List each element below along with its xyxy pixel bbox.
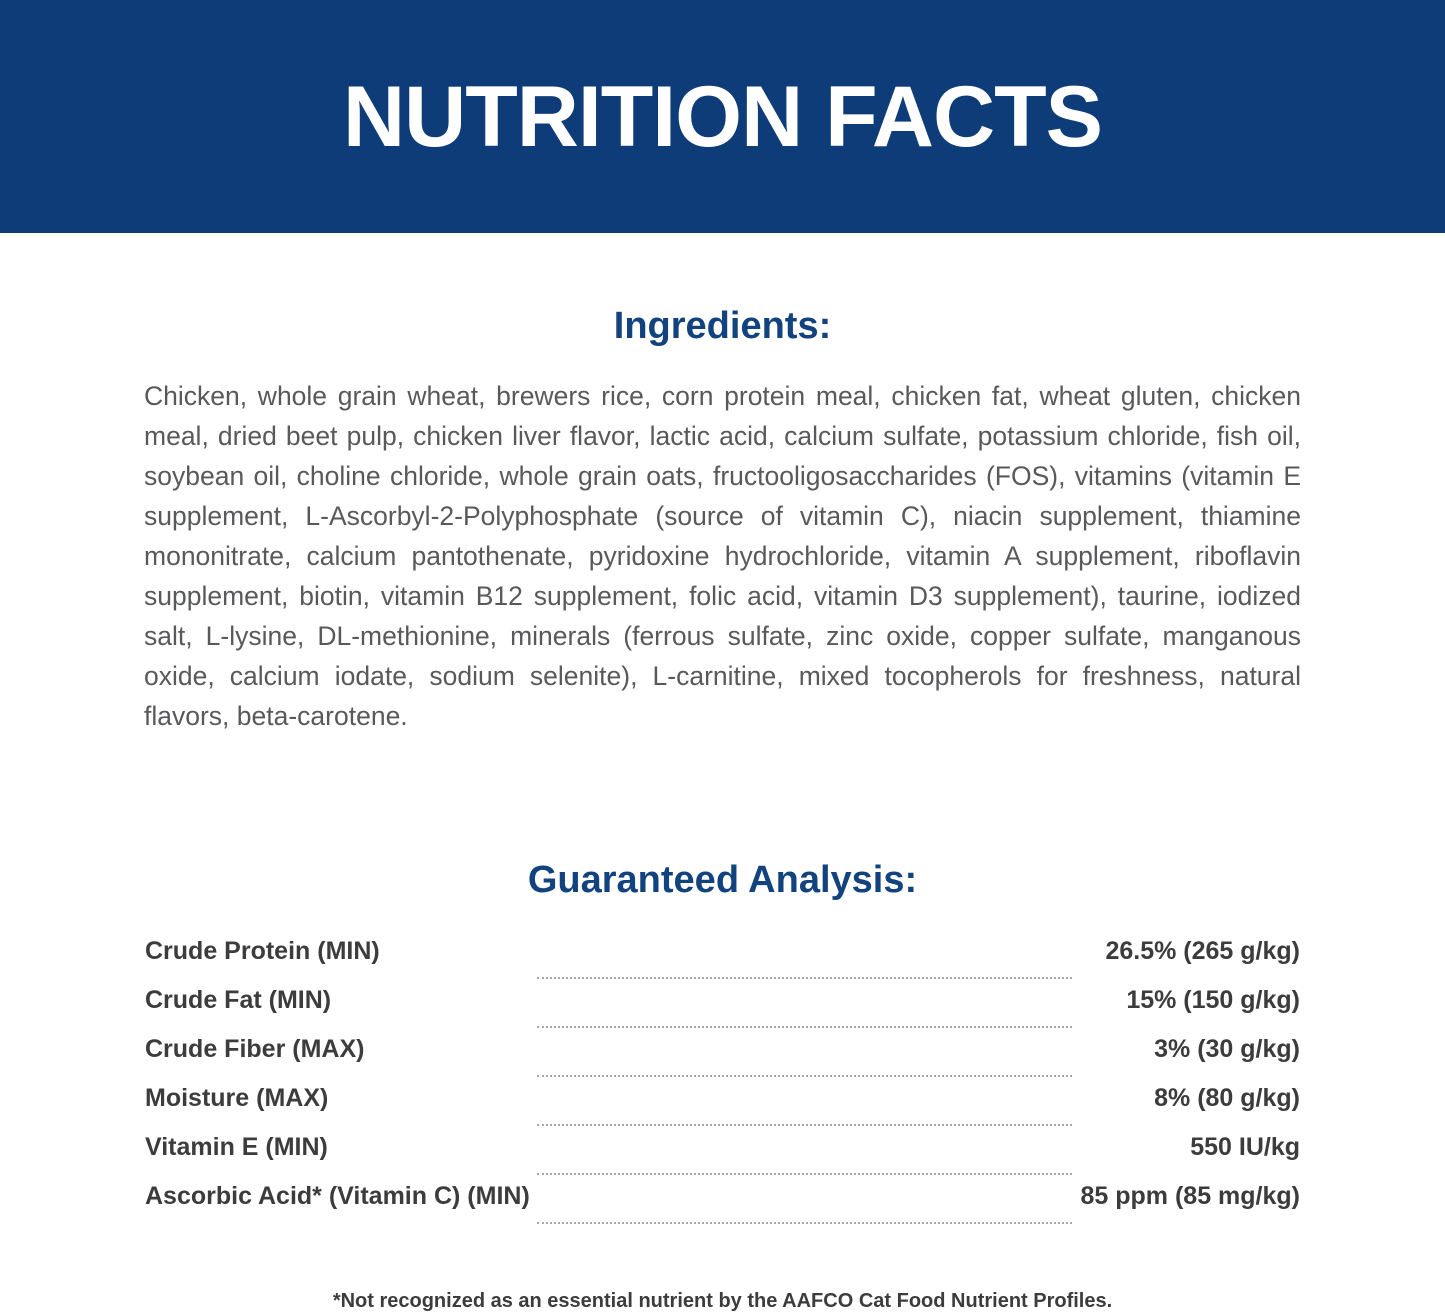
leader-dots [536,1034,1073,1083]
nutrient-label: Crude Fat (MIN) [145,985,332,1014]
table-row [144,985,1301,1034]
table-row [144,1034,1301,1083]
nutrient-value: 85 ppm (85 mg/kg) [1080,1181,1300,1210]
table-row [144,1181,1301,1230]
guaranteed-analysis-heading: Guaranteed Analysis: [527,858,918,901]
nutrient-value: 8% (80 g/kg) [1154,1083,1300,1112]
table-row [144,1132,1301,1181]
leader-dots [536,1181,1073,1230]
table-row [144,1083,1301,1132]
page-title: NUTRITION FACTS [343,68,1102,165]
leader-dots [536,985,1073,1034]
nutrient-label: Vitamin E (MIN) [145,1132,328,1161]
guaranteed-analysis-table [144,936,1301,1230]
table-row [144,936,1301,985]
content-area [0,233,1445,1313]
leader-dots [536,1083,1073,1132]
nutrient-value: 550 IU/kg [1190,1132,1300,1161]
nutrient-value: 26.5% (265 g/kg) [1105,936,1300,965]
leader-dots [536,936,1073,985]
header-band [0,0,1445,233]
footnote: *Not recognized as an essential nutrient by the AAFCO Cat Food Nutrient Profiles. [332,1289,1113,1312]
nutrient-value: 15% (150 g/kg) [1126,985,1300,1014]
nutrient-label: Crude Protein (MIN) [145,936,380,965]
leader-dots [536,1132,1073,1181]
nutrient-label: Ascorbic Acid* (Vitamin C) (MIN) [145,1181,530,1210]
ingredients-heading: Ingredients: [613,305,832,347]
ingredients-text: Chicken, whole grain wheat, brewers rice, corn protein meal, chicken fat, wheat gluten, chicken meal, dried beet pulp, chicken liver flavor, lactic acid, calcium sulfate, potassium chloride, fish oil, soybean oil, choline chloride, whole grain oats, fructooligosaccharides (FOS), vitamins (vitamin E supplement, L-Ascorbyl-2-Polyphosphate (source of vitamin C), niacin supplement, thiamine mononitrate, calcium pantothenate, pyridoxine hydrochloride, vitamin A supplement, riboflavin supplement, biotin, vitamin B12 supplement, folic acid, vitamin D3 supplement), taurine, iodized salt, L-lysine, DL-methionine, minerals (ferrous sulfate, zinc oxide, copper sulfate, manganous oxide, calcium iodate, sodium selenite), L-carnitine, mixed tocopherols for freshness, natural flavors, beta-carotene. [144,381,1301,731]
nutrient-label: Crude Fiber (MAX) [145,1034,365,1063]
nutrient-value: 3% (30 g/kg) [1154,1034,1300,1063]
nutrient-label: Moisture (MAX) [145,1083,329,1112]
